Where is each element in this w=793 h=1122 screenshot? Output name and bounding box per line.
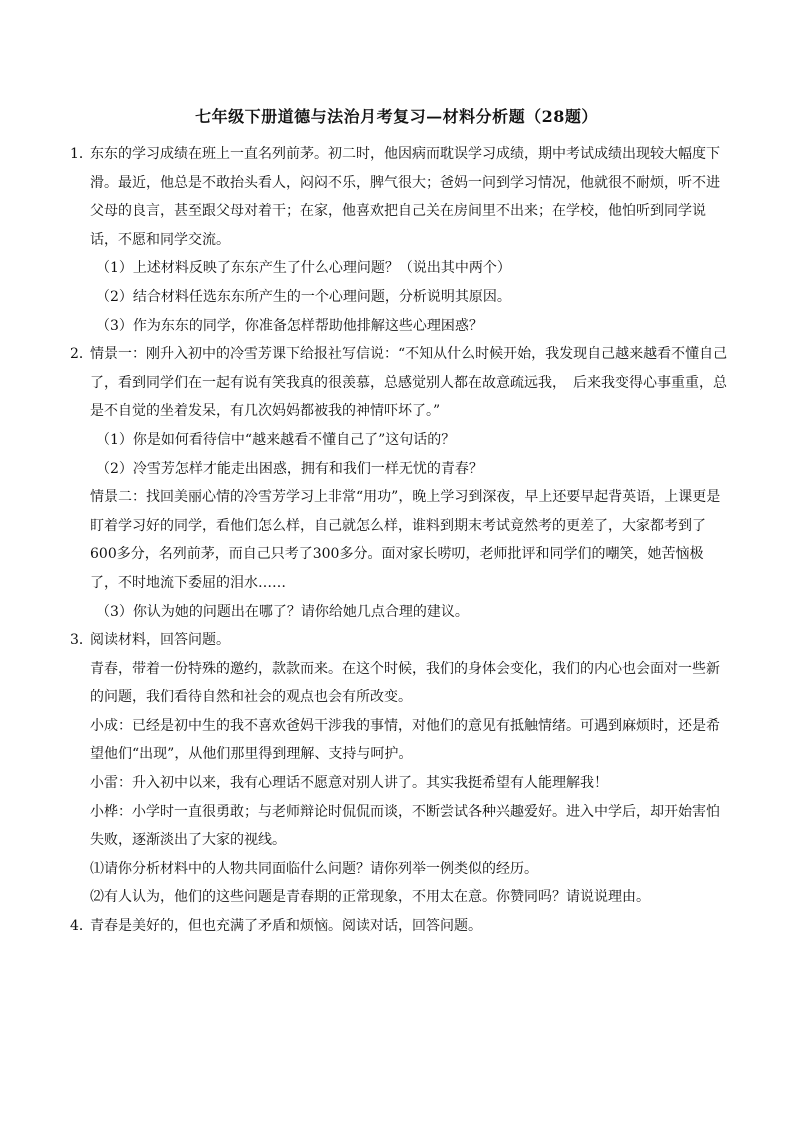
sub-question: （3）你认为她的问题出在哪了？请你给她几点合理的建议。 [96, 603, 469, 620]
question-4 [70, 912, 730, 941]
sub-question: （2）结合材料任选东东所产生的一个心理问题，分析说明其原因。 [96, 288, 511, 305]
sub-question: （1）上述材料反映了东东产生了什么心理问题？（说出其中两个） [96, 260, 511, 277]
material-paragraph: 小桦：小学时一直很勇敢；与老师辩论时侃侃而谈，不断尝试各种兴趣爱好。进入中学后，却开始害怕失败，逐渐淡出了大家的视线。 [90, 803, 720, 849]
sub-question: ⑵有人认为，他们的这些问题是青春期的正常现象，不用太在意。你赞同吗？请说说理由。 [90, 889, 650, 906]
material-paragraph: 小雷：升入初中以来，我有心理话不愿意对别人讲了。其实我挺希望有人能理解我！ [90, 775, 608, 792]
scene-two-paragraph: 情景二：找回美丽心情的冷雪芳学习上非常“用功”，晚上学习到深夜，早上还要早起背英语，上课更是盯着学习好的同学，看他们怎么样，自己就怎么样，谁料到期末考试竟然考的更差了，大家都考到了600多分，名列前茅，而自己只考了300多分。面对家长唠叨，老师批评和同学们的嘲笑，她苦恼极了，不时地流下委屈的泪水…… [90, 489, 721, 591]
question-stem: 情景一：刚升入初中的冷雪芳课下给报社写信说：“不知从什么时候开始，我发现自己越来越看不懂自己了，看到同学们在一起有说有笑我真的很羡慕，总感觉别人都在故意疏远我， 后来我变得心事重重，总是不自觉的坐着发呆，有几次妈妈都被我的神情吓坏了。” [90, 346, 728, 420]
sub-question: ⑴请你分析材料中的人物共同面临什么问题？请你列举一例类似的经历。 [90, 860, 538, 877]
sub-question: （3）作为东东的同学，你准备怎样帮助他排解这些心理困惑？ [96, 317, 483, 334]
material-paragraph: 小成：已经是初中生的我不喜欢爸妈干涉我的事情，对他们的意见有抵触情绪。可遇到麻烦时，还是希望他们“出现”，从他们那里得到理解、支持与呵护。 [90, 717, 720, 763]
material-paragraph: 青春，带着一份特殊的邀约，款款而来。在这个时候，我们的身体会变化，我们的内心也会面对一些新的问题，我们看待自然和社会的观点也会有所改变。 [90, 660, 720, 706]
question-number: 4． [70, 918, 93, 935]
question-stem: 东东的学习成绩在班上一直名列前茅。初二时，他因病而耽误学习成绩，期中考试成绩出现较大幅度下滑。最近，他总是不敢抬头看人，闷闷不乐，脾气很大；爸妈一问到学习情况，他就很不耐烦，听不进父母的良言，甚至跟父母对着干；在家，他喜欢把自己关在房间里不出来；在学校，他怕听到同学说话，不愿和同学交流。 [90, 146, 720, 248]
question-number: 3． [70, 632, 93, 649]
sub-question: （1）你是如何看待信中“越来越看不懂自己了”这句话的？ [96, 431, 456, 448]
question-3 [70, 626, 730, 912]
question-number: 1． [70, 146, 93, 162]
page-title: 七年级下册道德与法治月考复习—材料分析题（28题） [195, 107, 598, 126]
question-1 [70, 140, 730, 340]
question-stem: 青春是美好的，但也充满了矛盾和烦恼。阅读对话，回答问题。 [90, 918, 482, 935]
sub-question: （2）冷雪芳怎样才能走出困惑，拥有和我们一样无忧的青春？ [96, 460, 483, 477]
question-stem: 阅读材料，回答问题。 [90, 632, 230, 649]
document-body [70, 140, 730, 941]
question-number: 2． [70, 346, 93, 363]
question-2 [70, 340, 730, 626]
